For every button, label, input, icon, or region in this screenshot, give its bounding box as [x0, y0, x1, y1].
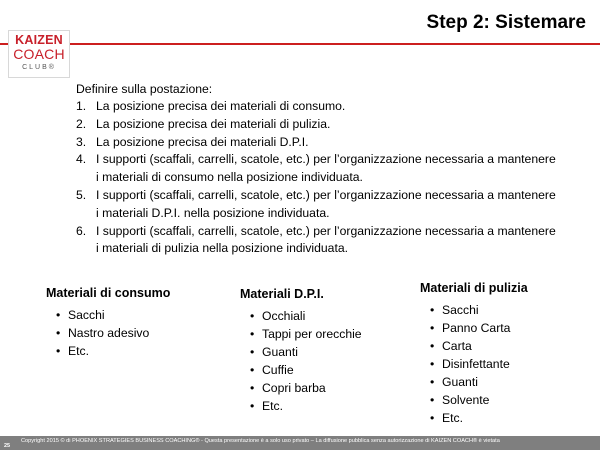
- bullet-icon: •: [250, 399, 255, 413]
- title-divider: [0, 43, 600, 45]
- list-item-text: Sacchi: [442, 303, 479, 317]
- column-heading: Materiali di pulizia: [420, 281, 528, 295]
- list-item: [420, 373, 528, 391]
- step-item: [76, 116, 556, 134]
- bullet-icon: •: [250, 381, 255, 395]
- list-item-text: Sacchi: [68, 308, 105, 322]
- list-item-text: Panno Carta: [442, 321, 511, 335]
- list-item-text: Solvente: [442, 393, 490, 407]
- list-item-text: Tappi per orecchie: [262, 327, 362, 341]
- bullet-icon: •: [56, 344, 61, 358]
- copyright-text: Copyright 2015 © di PHOENIX STRATEGIES BUSINESS COACHING® - Questa presentazione è a solo uso privato – La diffusione pubblica senza autorizzazione di KAIZEN COACH® è vietata: [21, 438, 500, 444]
- list-item: [240, 379, 362, 397]
- step-number: 5.: [76, 187, 87, 202]
- list-item: [240, 343, 362, 361]
- intro-text: Definire sulla postazione:: [76, 82, 213, 96]
- logo-line-coach: COACH: [13, 46, 65, 62]
- step-item: [76, 134, 556, 152]
- steps-list: [76, 98, 556, 258]
- list-item: [46, 306, 170, 324]
- logo-line-kaizen: KAIZEN: [15, 33, 63, 47]
- list-item-text: Disinfettante: [442, 357, 510, 371]
- column-list: [240, 307, 362, 415]
- bullet-icon: •: [430, 393, 435, 407]
- column-materiali-pulizia: [420, 281, 528, 427]
- list-item-text: Guanti: [442, 375, 478, 389]
- column-materiali-dpi: [240, 287, 362, 415]
- list-item: [240, 361, 362, 379]
- list-item: [46, 342, 170, 360]
- bullet-icon: •: [56, 326, 61, 340]
- page-number: 25: [4, 443, 11, 449]
- list-item: [240, 397, 362, 415]
- column-list: [420, 301, 528, 427]
- footer-bar: [0, 436, 600, 450]
- step-text: I supporti (scaffali, carrelli, scatole, etc.) per l’organizzazione necessaria a mantenere i materiali di pulizia nella posizione individuata.: [96, 223, 556, 256]
- step-text: La posizione precisa dei materiali di pulizia.: [96, 116, 331, 131]
- bullet-icon: •: [250, 327, 255, 341]
- bullet-icon: •: [430, 411, 435, 425]
- bullet-icon: •: [430, 357, 435, 371]
- bullet-icon: •: [430, 339, 435, 353]
- list-item-text: Guanti: [262, 345, 298, 359]
- list-item: [420, 337, 528, 355]
- list-item-text: Etc.: [68, 344, 89, 358]
- list-item-text: Etc.: [262, 399, 283, 413]
- list-item-text: Occhiali: [262, 309, 306, 323]
- logo-line-club: CLUB®: [22, 64, 56, 71]
- list-item-text: Carta: [442, 339, 472, 353]
- bullet-icon: •: [430, 321, 435, 335]
- step-item: [76, 223, 556, 259]
- step-text: La posizione precisa dei materiali D.P.I.: [96, 134, 309, 149]
- list-item: [420, 319, 528, 337]
- step-number: 2.: [76, 116, 87, 131]
- list-item-text: Nastro adesivo: [68, 326, 150, 340]
- step-text: La posizione precisa dei materiali di consumo.: [96, 99, 346, 113]
- list-item: [46, 324, 170, 342]
- list-item: [240, 307, 362, 325]
- step-number: 4.: [76, 152, 87, 167]
- list-item: [240, 325, 362, 343]
- slide-title: Step 2: Sistemare: [426, 12, 586, 33]
- bullet-icon: •: [56, 308, 61, 322]
- bullet-icon: •: [430, 303, 435, 317]
- step-number: 1.: [76, 99, 87, 113]
- list-item-text: Copri barba: [262, 381, 326, 395]
- column-list: [46, 306, 170, 360]
- step-number: 3.: [76, 134, 87, 149]
- list-item: [420, 355, 528, 373]
- bullet-icon: •: [430, 375, 435, 389]
- kaizen-coach-logo: [8, 30, 70, 78]
- bullet-icon: •: [250, 363, 255, 377]
- step-text: I supporti (scaffali, carrelli, scatole, etc.) per l’organizzazione necessaria a mantenere i materiali di consumo nella posizione individuata.: [96, 152, 556, 185]
- bullet-icon: •: [250, 309, 255, 323]
- list-item-text: Etc.: [442, 411, 463, 425]
- list-item: [420, 301, 528, 319]
- bullet-icon: •: [250, 345, 255, 359]
- step-item: [76, 187, 556, 223]
- list-item-text: Cuffie: [262, 363, 294, 377]
- step-text: I supporti (scaffali, carrelli, scatole, etc.) per l’organizzazione necessaria a mantenere i materiali D.P.I. nella posizione individuata.: [96, 187, 556, 220]
- column-materiali-consumo: [46, 286, 170, 360]
- step-number: 6.: [76, 223, 87, 238]
- column-heading: Materiali D.P.I.: [240, 287, 324, 301]
- column-heading: Materiali di consumo: [46, 286, 171, 300]
- step-item: [76, 151, 556, 187]
- step-item: [76, 98, 556, 116]
- list-item: [420, 409, 528, 427]
- list-item: [420, 391, 528, 409]
